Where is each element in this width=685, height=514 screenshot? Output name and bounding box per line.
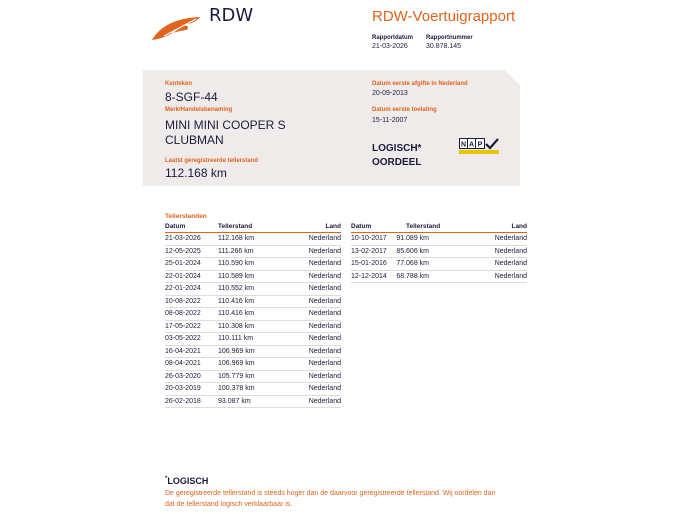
table-row <box>165 371 341 384</box>
cell-reading: 85.606 km <box>396 247 429 255</box>
cell-date: 08-08-2022 <box>165 310 201 317</box>
cell-country: Nederland <box>308 235 341 242</box>
col-date-header: Datum <box>165 223 186 230</box>
cell-date: 22-01-2024 <box>165 272 201 280</box>
readings-table-right <box>351 223 527 283</box>
cell-date: 20-03-2019 <box>165 385 201 392</box>
cell-date: 03-05-2022 <box>165 335 201 342</box>
table-row <box>165 258 341 271</box>
cell-date: 21-03-2026 <box>165 235 201 242</box>
cell-country: Nederland <box>308 297 341 305</box>
readings-title: Tellerstanden <box>165 213 207 220</box>
first-nl-label: Datum eerste afgifte in Nederland <box>372 81 468 87</box>
cell-date: 26-03-2020 <box>165 372 201 380</box>
svg-text:A: A <box>468 141 475 149</box>
cell-country: Nederland <box>308 347 341 355</box>
cell-country: Nederland <box>308 322 341 330</box>
table-row <box>165 246 341 259</box>
nap-check-icon <box>459 138 499 155</box>
table-row <box>165 271 341 284</box>
table-row <box>351 246 527 259</box>
cell-date: 12-05-2025 <box>165 247 201 255</box>
first-admission-label: Datum eerste toelating <box>372 107 437 113</box>
rdw-logo <box>150 14 202 42</box>
verdict <box>372 142 421 170</box>
cell-country: Nederland <box>308 372 341 380</box>
first-admission-date: 15-11-2007 <box>372 117 408 124</box>
cell-reading: 110.552 km <box>218 285 255 292</box>
cell-date: 22-01-2024 <box>165 285 201 292</box>
cell-country: Nederland <box>308 385 341 392</box>
col-country-header: Land <box>325 223 341 230</box>
make-line-2: CLUBMAN <box>165 133 224 147</box>
cell-date: 25-01-2024 <box>165 260 201 267</box>
cell-date: 08-04-2021 <box>165 360 201 367</box>
cell-country: Nederland <box>308 360 341 367</box>
table-row <box>165 321 341 334</box>
verdict-line-1: LOGISCH* <box>372 143 422 154</box>
make-line-1: MINI MINI COOPER S <box>165 118 286 132</box>
cell-country: Nederland <box>494 260 527 267</box>
table-row <box>351 258 527 271</box>
cell-country: Nederland <box>494 235 527 242</box>
brand-name: RDW <box>209 5 254 26</box>
cell-date: 13-02-2017 <box>351 247 387 255</box>
cell-country: Nederland <box>308 310 341 317</box>
cell-reading: 110.416 km <box>218 297 255 305</box>
cell-reading: 111.266 km <box>218 247 254 255</box>
cell-reading: 68.788 km <box>396 272 429 280</box>
report-number: 30.878.145 <box>426 43 462 50</box>
table-row <box>165 296 341 309</box>
first-nl-date: 20-09-2013 <box>372 90 408 97</box>
license-plate: 8-SGF-44 <box>165 90 218 104</box>
cell-date: 15-01-2016 <box>351 260 387 267</box>
cell-country: Nederland <box>308 247 341 255</box>
table-row <box>165 383 341 396</box>
col-reading-header: Tellerstand <box>218 223 253 230</box>
cell-date: 26-02-2018 <box>165 397 201 405</box>
report-title: RDW-Voertuigrapport <box>372 8 516 25</box>
cell-country: Nederland <box>308 397 341 405</box>
table-header <box>351 223 527 233</box>
report-number-label: Rapportnummer <box>426 35 473 41</box>
table-row <box>165 233 341 246</box>
odometer-label: Laatst geregistreerde tellerstand <box>165 158 259 164</box>
cell-reading: 110.308 km <box>218 322 255 330</box>
cell-reading: 110.416 km <box>218 310 255 317</box>
report-date-label: Rapportdatum <box>372 35 413 41</box>
cell-date: 12-12-2014 <box>351 272 387 280</box>
table-row <box>165 396 341 409</box>
cell-date: 10-08-2022 <box>165 297 201 305</box>
cell-reading: 100.378 km <box>218 385 255 392</box>
table-row <box>351 271 527 284</box>
report-date: 21-03-2026 <box>372 43 408 50</box>
cell-country: Nederland <box>308 335 341 342</box>
col-country-header: Land <box>511 223 527 230</box>
table-row <box>165 346 341 359</box>
plate-label: Kenteken <box>165 81 193 87</box>
cell-reading: 106.969 km <box>218 360 255 367</box>
footnote-text: De geregistreerde tellerstand is steeds hoger dan de daarvoor geregistreerde tellerstand. Wij oordelen dan dat de tellerstand logisch verklaarbaar is. <box>165 490 496 508</box>
cell-date: 17-05-2022 <box>165 322 201 330</box>
readings-table-left <box>165 223 341 408</box>
cell-country: Nederland <box>308 285 341 292</box>
odometer-value: 112.168 km <box>165 166 227 180</box>
col-date-header: Datum <box>351 223 372 230</box>
cell-reading: 110.590 km <box>218 260 255 267</box>
table-row <box>165 358 341 371</box>
footnote-title: *LOGISCH <box>165 476 209 486</box>
cell-reading: 91.089 km <box>396 235 429 242</box>
table-row <box>351 233 527 246</box>
table-row <box>165 333 341 346</box>
col-reading-header: Tellerstand <box>406 223 441 230</box>
svg-text:P: P <box>477 141 483 149</box>
cell-reading: 112.168 km <box>218 235 255 242</box>
verdict-line-2: OORDEEL <box>372 157 422 168</box>
cell-date: 10-10-2017 <box>351 235 387 242</box>
svg-text:N: N <box>460 141 467 149</box>
cell-date: 16-04-2021 <box>165 347 201 355</box>
cell-reading: 105.779 km <box>218 372 255 380</box>
table-row <box>165 283 341 296</box>
cell-country: Nederland <box>494 272 527 280</box>
table-row <box>165 308 341 321</box>
cell-country: Nederland <box>308 272 341 280</box>
cell-reading: 106.969 km <box>218 347 255 355</box>
cell-country: Nederland <box>494 247 527 255</box>
cell-reading: 110.589 km <box>218 272 255 280</box>
make-label: Merk/Handelsbenaming <box>165 107 233 113</box>
cell-country: Nederland <box>308 260 341 267</box>
footnote-title-text: LOGISCH <box>167 476 209 486</box>
cell-reading: 93.087 km <box>218 397 251 405</box>
cell-reading: 77.068 km <box>396 260 429 267</box>
table-header <box>165 223 341 233</box>
cell-reading: 110.111 km <box>218 335 254 342</box>
